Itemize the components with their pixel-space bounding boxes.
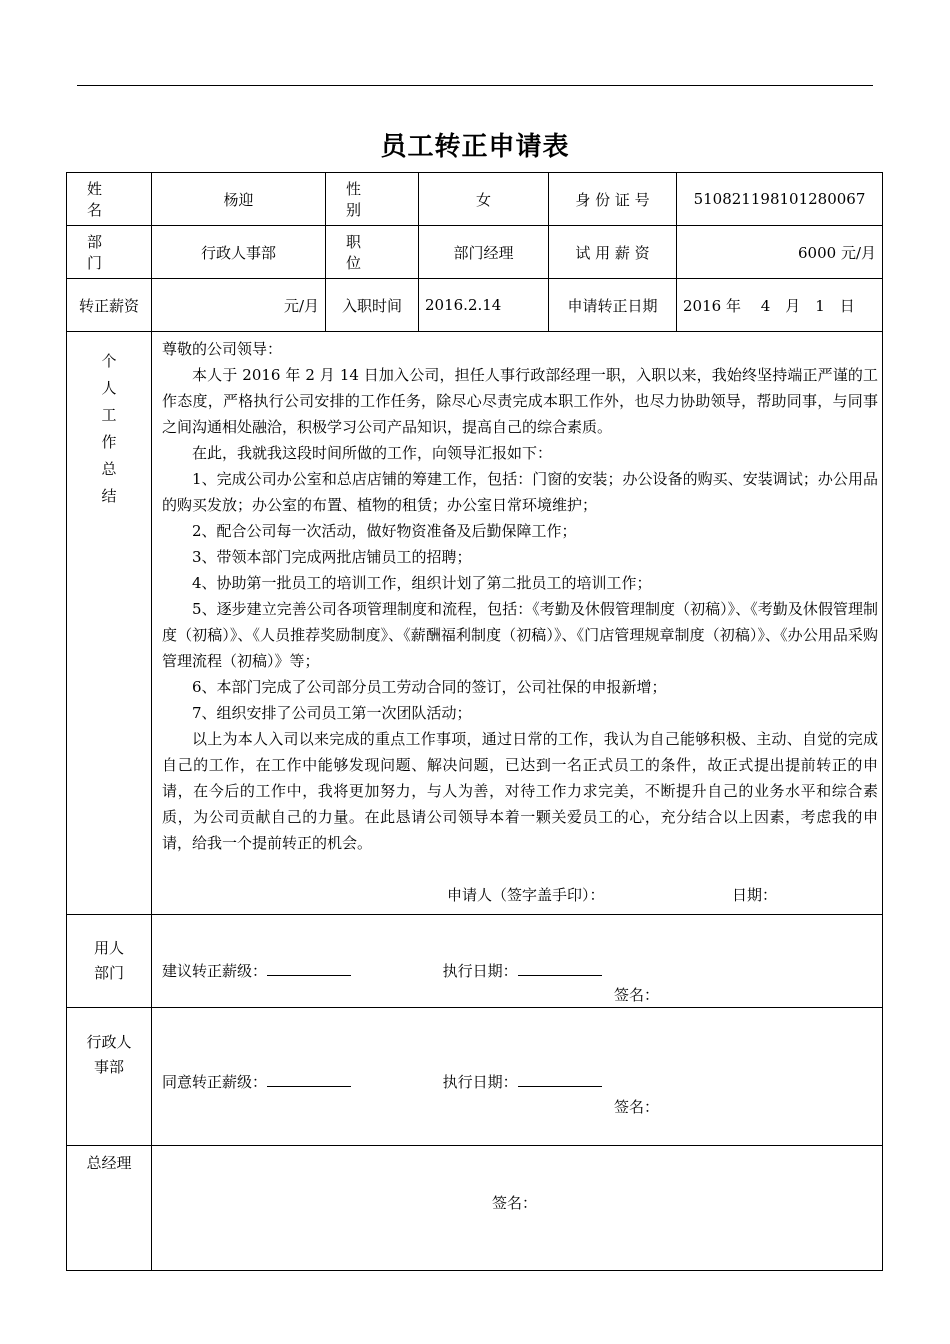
hiring-dept-label [67, 915, 152, 1008]
hr-sign-label[interactable]: 签名： [614, 1098, 660, 1116]
regular-salary-label: 转正薪资 [67, 279, 152, 332]
hr-dept-label-text: 行政人事部 [86, 1033, 132, 1076]
applicant-date-label[interactable]: 日期： [732, 886, 778, 904]
gm-label: 总经理 [67, 1146, 152, 1271]
hr-dept-label [67, 1008, 152, 1146]
hiring-exec-date-blank[interactable] [518, 961, 602, 976]
summary-paragraph: 6、本部门完成了公司部分员工劳动合同的签订，公司社保的申报新增； [192, 678, 667, 696]
summary-label [67, 332, 152, 915]
dept-label: 部门 [67, 226, 152, 279]
gm-row [67, 1146, 883, 1271]
id-label: 身 份 证 号 [549, 173, 677, 226]
summary-paragraph: 2、配合公司每一次活动，做好物资准备及后勤保障工作； [192, 522, 577, 540]
position-value[interactable]: 部门经理 [419, 226, 549, 279]
page-title: 员工转正申请表 [380, 132, 570, 162]
hiring-dept-content [152, 915, 883, 1008]
summary-row [67, 332, 883, 915]
agree-grade-blank[interactable] [267, 1072, 351, 1087]
trial-salary-value[interactable]: 6000 元/月 [677, 226, 883, 279]
summary-content[interactable] [152, 332, 883, 915]
agree-grade-label: 同意转正薪级： [162, 1073, 268, 1091]
regular-salary-value[interactable]: 元/月 [152, 279, 326, 332]
name-value[interactable]: 杨迎 [152, 173, 326, 226]
summary-paragraph: 5、逐步建立完善公司各项管理制度和流程，包括：《考勤及休假管理制度（初稿）》、《考勤及休假管理制度（初稿）》、《人员推荐奖励制度》、《薪酬福利制度（初稿）》、《门店管理规章制度（初稿）》、《办公用品采购管理流程（初稿）》等； [162, 600, 878, 670]
id-value[interactable]: 510821198101280067 [677, 173, 883, 226]
info-row-2 [67, 226, 883, 279]
info-row-3 [67, 279, 883, 332]
suggest-grade-label: 建议转正薪级： [162, 962, 268, 980]
hiring-suggest-line [162, 960, 602, 981]
summary-label-text: 个人工作总结 [101, 352, 117, 505]
hire-date-value[interactable]: 2016.2.14 [419, 279, 549, 332]
position-label: 职位 [326, 226, 419, 279]
applicant-signature-line [162, 882, 878, 906]
suggest-grade-blank[interactable] [267, 961, 351, 976]
hr-exec-date-label: 执行日期： [442, 1073, 518, 1091]
applicant-signature-label[interactable]: 申请人（签字盖手印）： [447, 886, 605, 904]
gender-value[interactable]: 女 [419, 173, 549, 226]
info-row-1 [67, 173, 883, 226]
hr-agree-line [162, 1071, 602, 1092]
gender-label: 性别 [326, 173, 419, 226]
summary-paragraph: 4、协助第一批员工的培训工作，组织计划了第二批员工的培训工作； [192, 574, 652, 592]
gm-content [152, 1146, 883, 1271]
summary-paragraph: 在此，我就我这段时间所做的工作，向领导汇报如下： [192, 444, 553, 462]
summary-paragraph: 7、组织安排了公司员工第一次团队活动； [192, 704, 472, 722]
dept-value[interactable]: 行政人事部 [152, 226, 326, 279]
application-form [66, 172, 883, 1271]
hr-exec-date-blank[interactable] [518, 1072, 602, 1087]
hiring-sign-label[interactable]: 签名： [614, 986, 660, 1004]
hiring-dept-label-text: 用人部门 [93, 939, 124, 982]
hr-dept-content [152, 1008, 883, 1146]
header-rule [77, 85, 873, 86]
apply-date-label: 申请转正日期 [549, 279, 677, 332]
name-label: 姓名 [67, 173, 152, 226]
hiring-exec-date-label: 执行日期： [442, 962, 518, 980]
hire-date-label: 入职时间 [326, 279, 419, 332]
apply-date-value[interactable]: 2016 年 4 月 1 日 [677, 279, 883, 332]
hr-dept-row [67, 1008, 883, 1146]
summary-greeting: 尊敬的公司领导： [162, 340, 283, 358]
summary-paragraph: 本人于 2016 年 2 月 14 日加入公司，担任人事行政部经理一职，入职以来，我始终坚持端正严谨的工作态度，严格执行公司安排的工作任务，除尽心尽责完成本职工作外，也尽力协助领导，帮助同事，与同事之间沟通相处融洽，积极学习公司产品知识，提高自己的综合素质。 [162, 366, 878, 436]
summary-paragraph: 1、完成公司办公室和总店店铺的筹建工作，包括：门窗的安装；办公设备的购买、安装调试；办公用品的购买发放；办公室的布置、植物的租赁；办公室日常环境维护； [162, 470, 878, 514]
summary-paragraph: 3、带领本部门完成两批店铺员工的招聘； [192, 548, 472, 566]
hiring-dept-row [67, 915, 883, 1008]
gm-sign-label[interactable]: 签名： [492, 1194, 538, 1212]
trial-salary-label: 试 用 薪 资 [549, 226, 677, 279]
summary-paragraph: 以上为本人入司以来完成的重点工作事项，通过日常的工作，我认为自己能够积极、主动、自觉的完成自己的工作，在工作中能够发现问题、解决问题，已达到一名正式员工的条件，故正式提出提前转正的申请，在今后的工作中，我将更加努力，与人为善，对待工作力求完美，不断提升自己的业务水平和综合素质，为公司贡献自己的力量。在此恳请公司领导本着一颗关爱员工的心，充分结合以上因素，考虑我的申请，给我一个提前转正的机会。 [162, 730, 878, 852]
